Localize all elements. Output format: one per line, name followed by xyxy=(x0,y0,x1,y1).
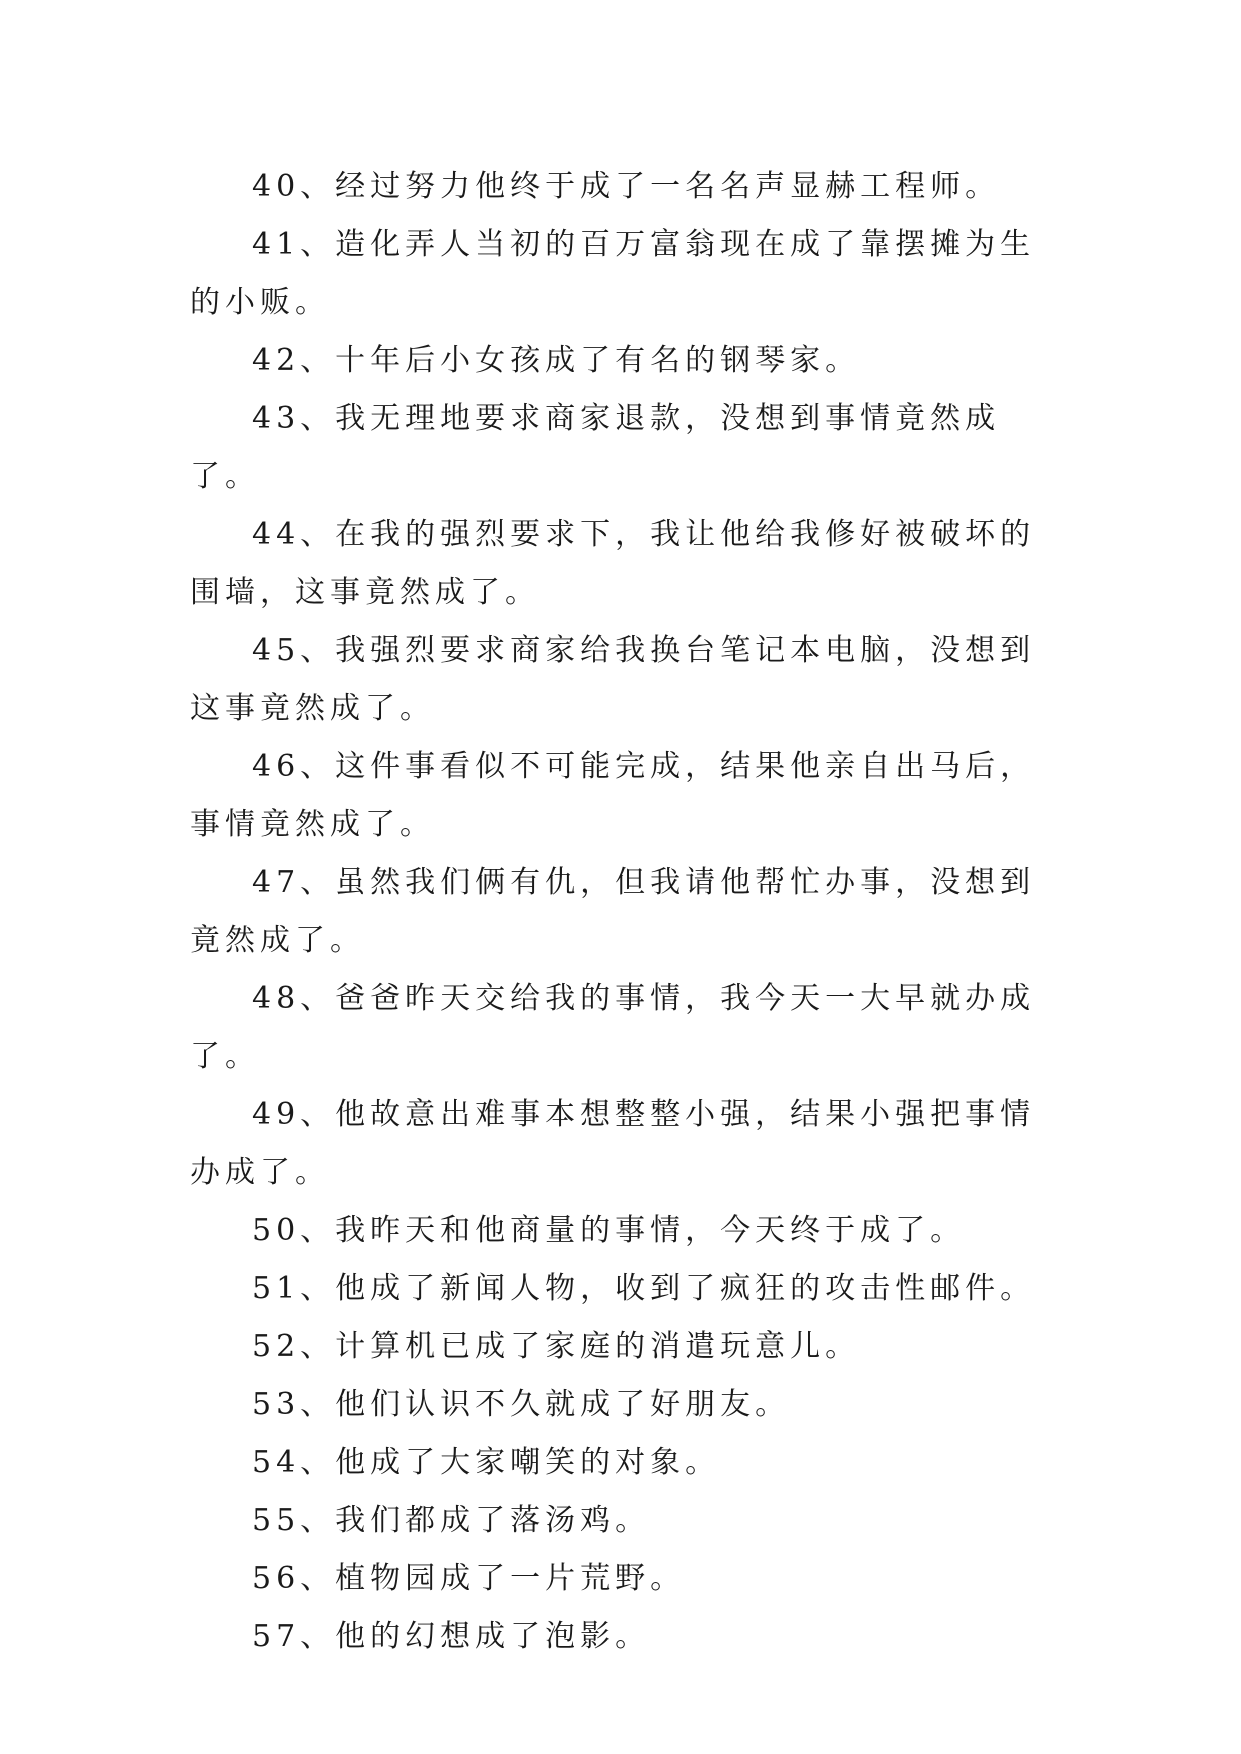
paragraph-51: 51、他成了新闻人物，收到了疯狂的攻击性邮件。 xyxy=(252,1271,1036,1306)
paragraph-49: 49、他故意出难事本想整整小强，结果小强把事情办成了。 xyxy=(190,1097,1036,1190)
document-body xyxy=(190,158,1050,1666)
paragraph-48: 48、爸爸昨天交给我的事情，我今天一大早就办成了。 xyxy=(190,981,1036,1074)
paragraph-57: 57、他的幻想成了泡影。 xyxy=(252,1619,651,1654)
paragraph-56: 56、植物园成了一片荒野。 xyxy=(252,1561,686,1596)
paragraph-46: 46、这件事看似不可能完成，结果他亲自出马后，事情竟然成了。 xyxy=(190,749,1036,842)
paragraph-53: 53、他们认识不久就成了好朋友。 xyxy=(252,1387,791,1422)
paragraph-43: 43、我无理地要求商家退款，没想到事情竟然成了。 xyxy=(190,401,1001,494)
paragraph-47: 47、虽然我们俩有仇，但我请他帮忙办事，没想到竟然成了。 xyxy=(190,865,1036,958)
paragraph-50: 50、我昨天和他商量的事情，今天终于成了。 xyxy=(252,1213,966,1248)
paragraph-41: 41、造化弄人当初的百万富翁现在成了靠摆摊为生的小贩。 xyxy=(190,227,1036,320)
paragraph-44: 44、在我的强烈要求下，我让他给我修好被破坏的围墙，这事竟然成了。 xyxy=(190,517,1036,610)
paragraph-45: 45、我强烈要求商家给我换台笔记本电脑，没想到这事竟然成了。 xyxy=(190,633,1036,726)
paragraph-42: 42、十年后小女孩成了有名的钢琴家。 xyxy=(252,343,861,378)
paragraph-52: 52、计算机已成了家庭的消遣玩意儿。 xyxy=(252,1329,861,1364)
paragraph-40: 40、经过努力他终于成了一名名声显赫工程师。 xyxy=(252,169,1001,204)
paragraph-54: 54、他成了大家嘲笑的对象。 xyxy=(252,1445,721,1480)
paragraph-55: 55、我们都成了落汤鸡。 xyxy=(252,1503,651,1538)
